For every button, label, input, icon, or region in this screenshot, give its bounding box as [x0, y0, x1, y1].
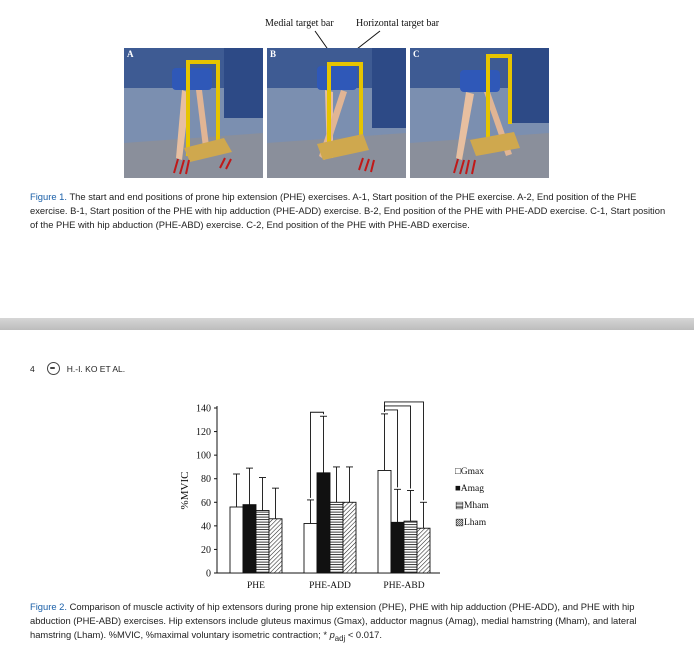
hip-extensor-activity-chart — [160, 394, 500, 594]
running-head — [30, 362, 125, 375]
figure-1-label: Figure 1. — [30, 191, 67, 202]
y-tick-label: 100 — [196, 450, 211, 462]
y-axis-label: %MVIC — [179, 471, 191, 510]
bar-gmax-phe-add — [304, 524, 317, 574]
y-tick-label: 60 — [201, 497, 211, 509]
bar-lham-phe — [269, 519, 282, 573]
legend-entry-lham: ▧Lham — [455, 518, 487, 528]
bar-lham-phe-add — [343, 502, 356, 573]
panel-letter-a: A — [127, 49, 134, 59]
photo-panel-b — [267, 48, 406, 178]
p-subscript: adj — [334, 633, 346, 643]
bar-mham-phe-abd — [404, 521, 417, 573]
figure-1-caption-text: The start and end positions of prone hip extension (PHE) exercises. A-1, Start position of the PHE exercise. A-2, End position of the PHE exercise. B-1, Start position of the PHE with hip adduction (PHE-ADD) exercise. B-2, End position of the PHE with PHE-ADD exercise. C-1, Start position of the PHE with hip abduction (PHE-ABD) exercise. C-2, End position of the PHE with PHE-ABD exercise. — [30, 191, 666, 230]
y-tick-label: 0 — [206, 568, 211, 580]
bar-amag-phe — [243, 505, 256, 573]
figure-2-caption — [30, 600, 670, 646]
figure-1-caption — [30, 190, 670, 232]
x-category-label: PHE-ADD — [309, 581, 351, 591]
legend-entry-gmax: □Gmax — [455, 467, 484, 477]
y-tick-label: 40 — [201, 521, 211, 533]
figure-2-caption-text: Comparison of muscle activity of hip extensors during prone hip extension (PHE), PHE with hip adduction (PHE-ADD), and PHE with hip abduction (PHE-ABD) exercises. Hip extensors include gluteus maximus (Gmax), adductor magnus (Amag), medial hamstring (Mham), and lateral hamstring (Lham). %MVIC, %maximal voluntary isometric contraction; * — [30, 601, 637, 640]
x-category-label: PHE — [247, 581, 265, 591]
bar-lham-phe-abd — [417, 528, 430, 573]
journal-page-top — [0, 0, 694, 318]
bar-mham-phe — [256, 511, 269, 573]
figure-2-caption-tail: < 0.017. — [345, 629, 382, 640]
photo-panel-c — [410, 48, 549, 178]
page-number: 4 — [30, 363, 35, 374]
y-tick-label: 120 — [196, 427, 211, 439]
bar-amag-phe-abd — [391, 522, 404, 573]
legend-entry-mham: ▤Mham — [455, 501, 489, 511]
legend-entry-amag: ■Amag — [455, 484, 484, 494]
y-tick-label: 140 — [196, 403, 211, 415]
p-symbol: p — [329, 629, 335, 640]
y-tick-label: 80 — [201, 474, 211, 486]
bar-mham-phe-add — [330, 502, 343, 573]
bar-gmax-phe-abd — [378, 470, 391, 573]
bar-amag-phe-add — [317, 473, 330, 573]
photo-panel-a — [124, 48, 263, 178]
bar-gmax-phe — [230, 507, 243, 573]
medial-target-bar-label: Medial target bar — [265, 18, 334, 29]
panel-letter-b: B — [270, 49, 277, 59]
panel-letter-c: C — [413, 49, 420, 59]
crossmark-logo-icon — [47, 362, 60, 375]
horizontal-target-bar-label: Horizontal target bar — [356, 18, 440, 29]
x-category-label: PHE-ABD — [383, 581, 425, 591]
y-tick-label: 20 — [201, 544, 211, 556]
page-separator — [0, 318, 694, 330]
figure-2-label: Figure 2. — [30, 601, 67, 612]
running-head-authors: H.-I. KO ET AL. — [66, 363, 126, 374]
